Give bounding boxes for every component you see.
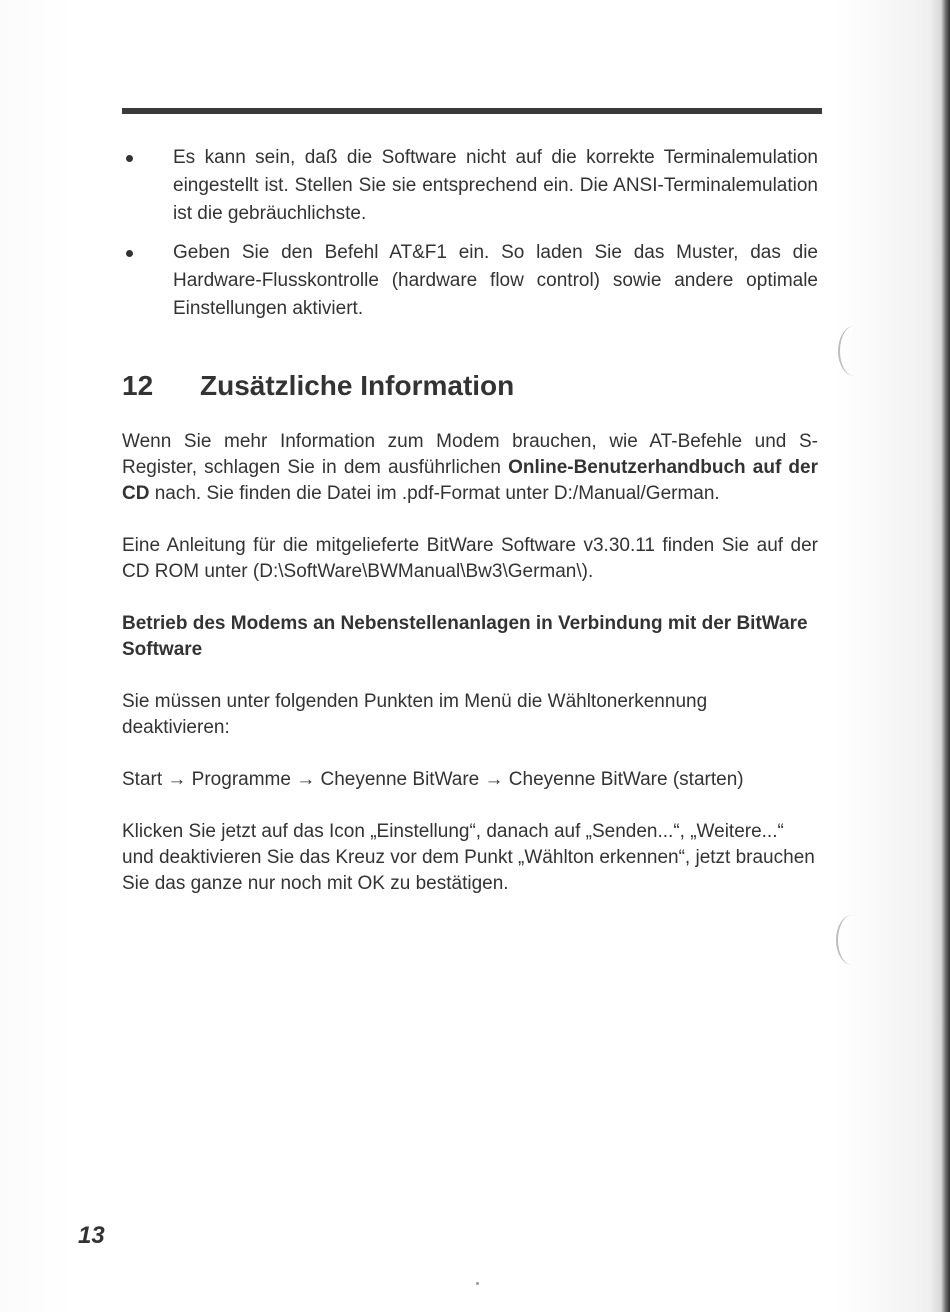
paragraph-settings-steps: Klicken Sie jetzt auf das Icon „Einstellung“, danach auf „Senden...“, „Weitere...“ und deaktivieren Sie das Kreuz vor dem Punkt „Wählton erkennen“, jetzt brauchen Sie das ganze nur noch mit OK zu bestätigen. bbox=[122, 821, 815, 894]
paragraph-menu-path: Start → Programme → Cheyenne BitWare → Cheyenne BitWare (starten) bbox=[122, 769, 744, 790]
page-number: 13 bbox=[78, 1222, 105, 1249]
paragraph-text: Wenn Sie mehr Information zum Modem brauchen, wie AT-Befehle und S-Register, schlagen Sie in dem ausführlichen bbox=[122, 431, 818, 478]
bullet-item-terminal-emulation bbox=[122, 144, 818, 228]
paragraph-text: nach. Sie finden die Datei im .pdf-Format unter D:/Manual/German. bbox=[149, 483, 720, 504]
bullet-dot-icon bbox=[126, 155, 133, 162]
section-heading bbox=[122, 368, 514, 404]
online-manual-reference: Online-Benutzerhandbuch auf der CD bbox=[122, 457, 818, 504]
bullet-item-atf1-command bbox=[122, 239, 818, 323]
section-number: 12 bbox=[122, 370, 154, 401]
punch-hole-bottom bbox=[836, 915, 868, 965]
bullet-list bbox=[122, 144, 818, 334]
paragraph-bitware-manual: Eine Anleitung für die mitgelieferte BitWare Software v3.30.11 finden Sie auf der CD ROM unter (D:\SoftWare\BWManual\Bw3\German\). bbox=[122, 535, 818, 582]
bullet-text: Geben Sie den Befehl AT&F1 ein. So laden Sie das Muster, das die Hardware-Flusskontrolle (hardware flow control) sowie andere optimale Einstellungen aktiviert. bbox=[173, 242, 818, 319]
paper-speck bbox=[476, 1282, 479, 1285]
section-content bbox=[122, 429, 818, 923]
punch-hole-top bbox=[838, 326, 870, 376]
bullet-text: Es kann sein, daß die Software nicht auf die korrekte Terminalemulation eingestellt ist. Stellen Sie sie entsprechend ein. Die ANSI-Terminalemulation ist die gebräuchlichste. bbox=[173, 147, 818, 224]
paragraph-more-information bbox=[122, 429, 818, 507]
header-rule bbox=[122, 108, 822, 114]
bullet-dot-icon bbox=[126, 250, 133, 257]
section-title: Zusätzliche Information bbox=[200, 370, 515, 401]
paragraph-dial-tone-instruction: Sie müssen unter folgenden Punkten im Menü die Wähltonerkennung deaktivieren: bbox=[122, 691, 708, 738]
binding-edge bbox=[930, 0, 950, 1312]
subheading-pbx-operation: Betrieb des Modems an Nebenstellenanlagen in Verbindung mit der BitWare Software bbox=[122, 613, 808, 660]
